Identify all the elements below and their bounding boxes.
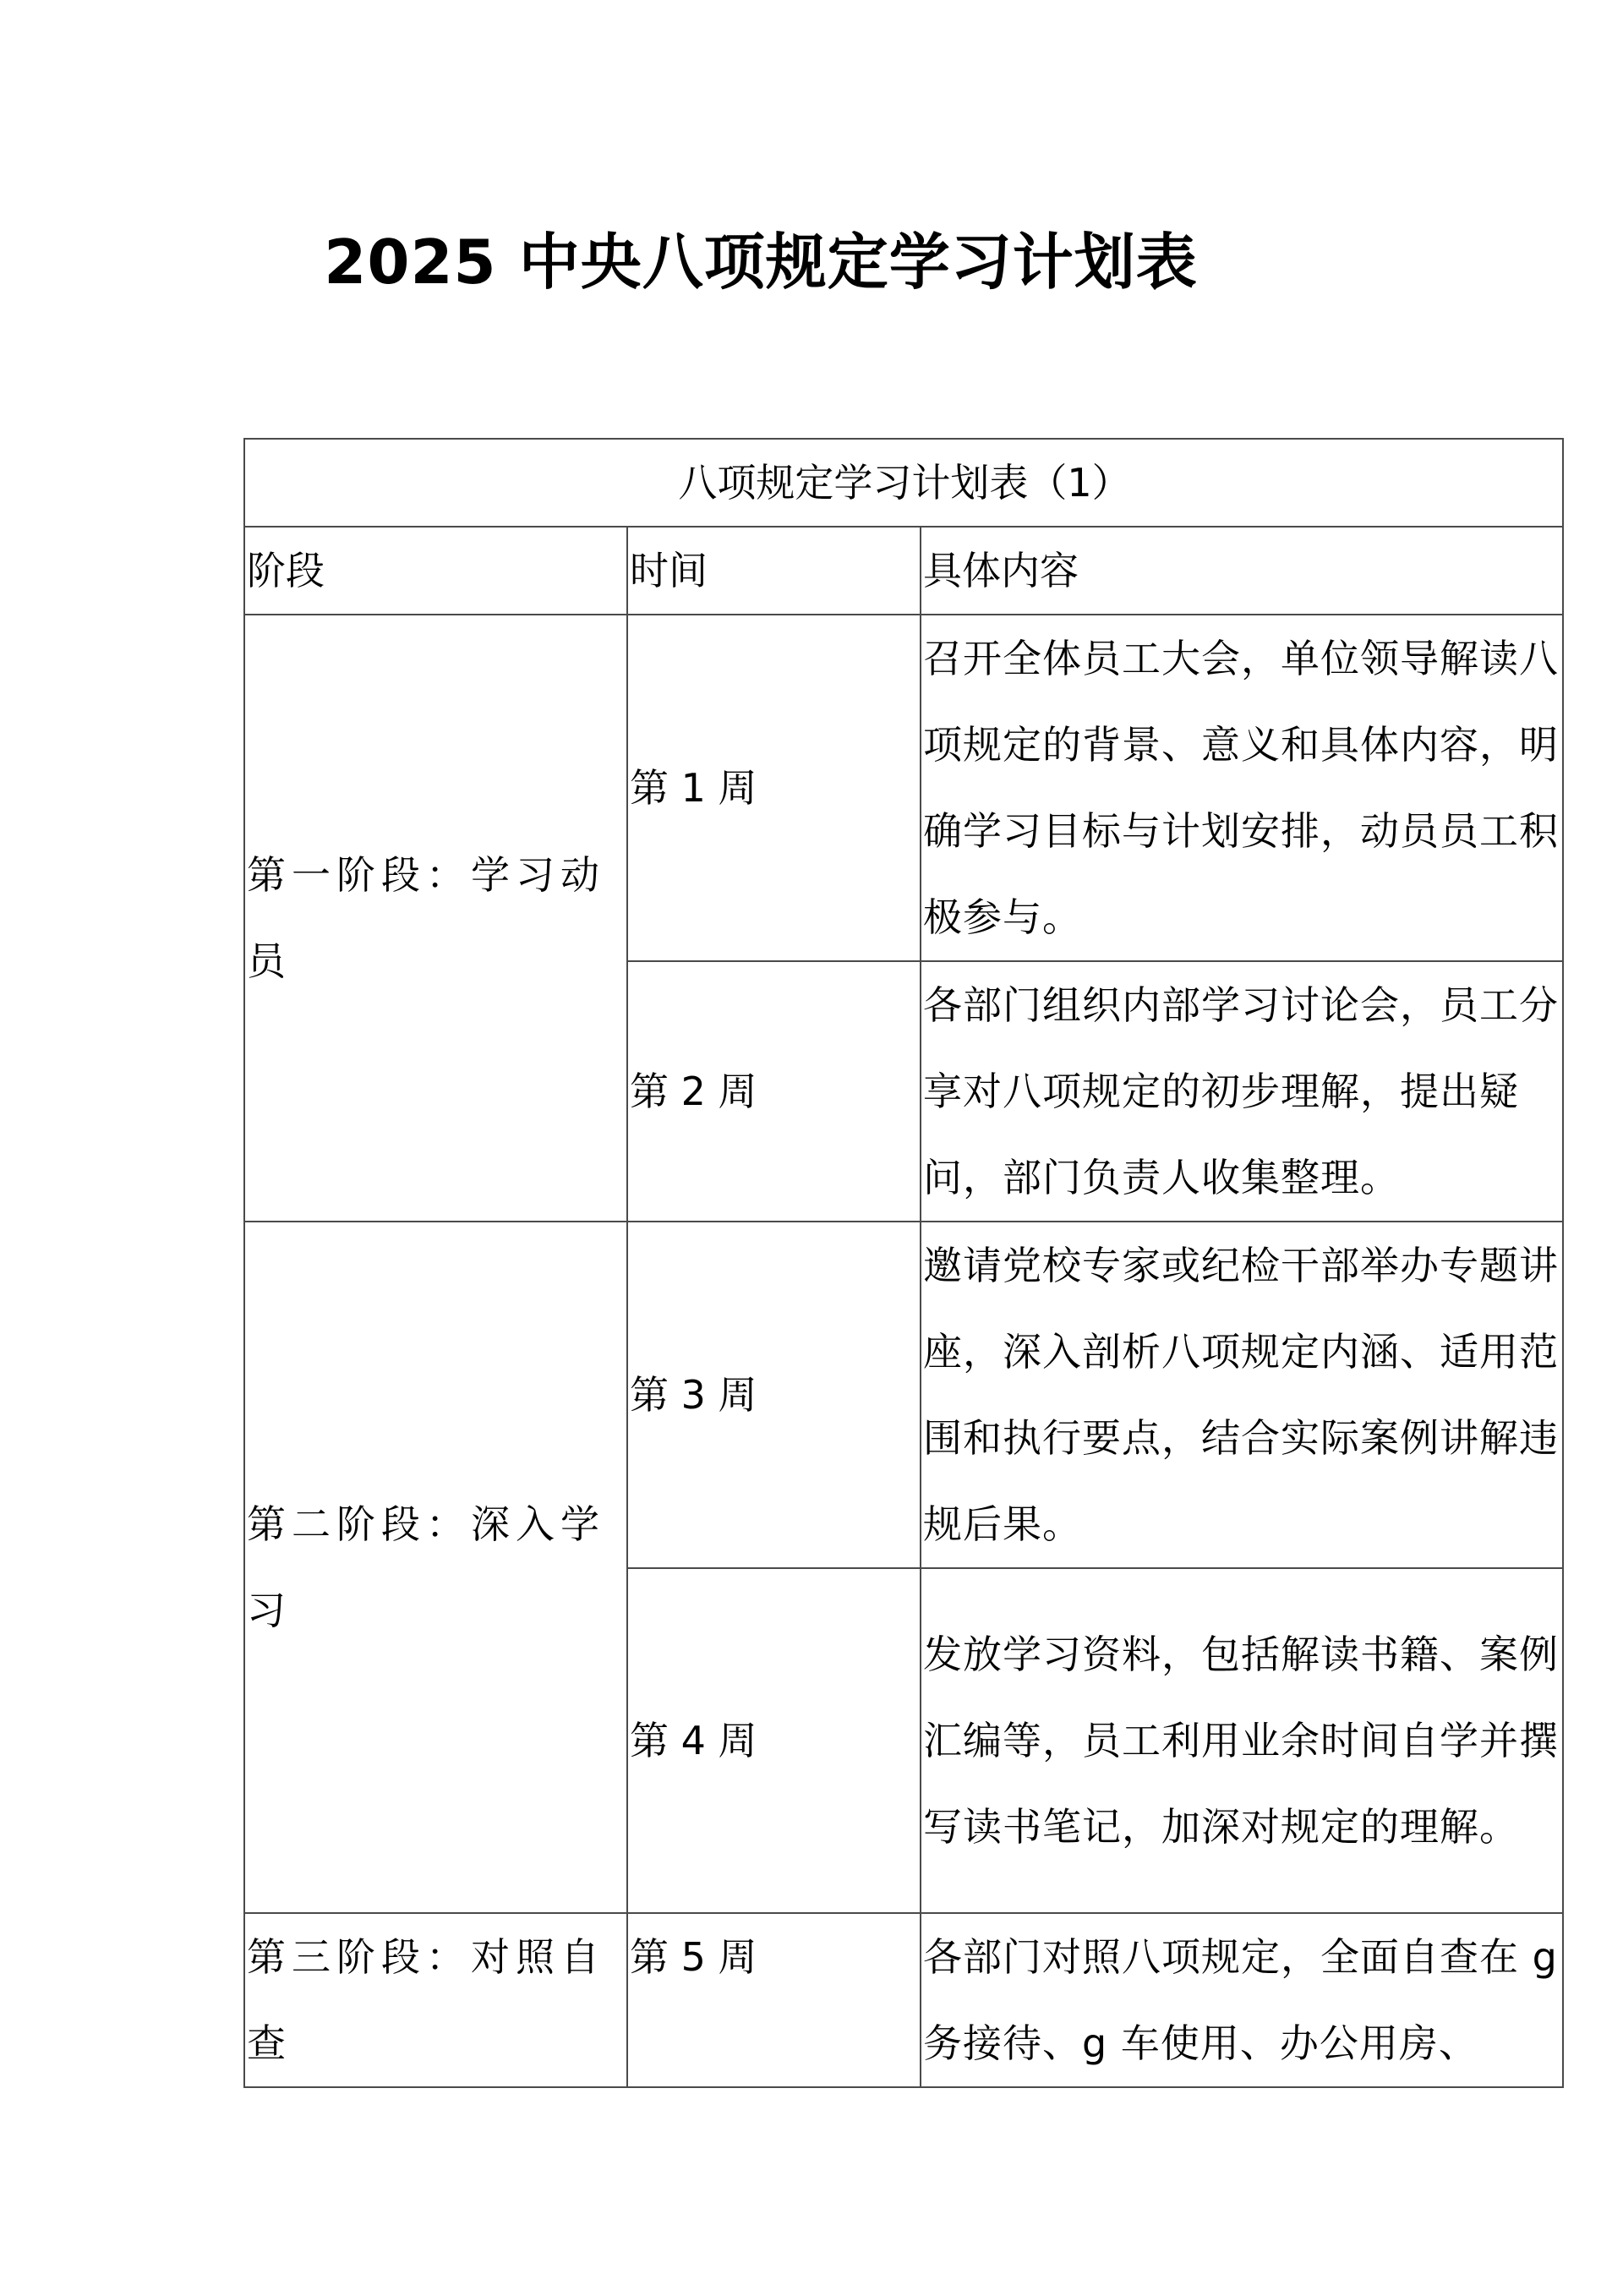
header-time: 时间 [627,527,921,615]
table-caption: 八项规定学习计划表（1） [244,439,1563,527]
table-header-row [244,527,1563,615]
table-caption-row [244,439,1563,527]
content-cell: 各部门组织内部学习讨论会，员工分享对八项规定的初步理解，提出疑问，部门负责人收集整理。 [921,961,1563,1222]
week-cell: 第 2 周 [627,961,921,1222]
table-row [244,1222,1563,1568]
table-row [244,1913,1563,2087]
header-content: 具体内容 [921,527,1563,615]
stage-cell: 第一阶段：学习动员 [244,615,627,1222]
table-row [244,615,1563,961]
stage-cell: 第二阶段：深入学习 [244,1222,627,1913]
content-cell: 召开全体员工大会，单位领导解读八项规定的背景、意义和具体内容，明确学习目标与计划安排，动员员工积极参与。 [921,615,1563,961]
study-plan-table [243,438,1564,2088]
week-cell: 第 1 周 [627,615,921,961]
week-cell: 第 4 周 [627,1568,921,1913]
week-cell: 第 3 周 [627,1222,921,1568]
content-cell: 发放学习资料，包括解读书籍、案例汇编等，员工利用业余时间自学并撰写读书笔记，加深对规定的理解。 [921,1568,1563,1913]
header-stage: 阶段 [244,527,627,615]
week-cell: 第 5 周 [627,1913,921,2087]
page-title: 2025 中央八项规定学习计划表 [324,227,1198,298]
content-cell: 邀请党校专家或纪检干部举办专题讲座，深入剖析八项规定内涵、适用范围和执行要点，结合实际案例讲解违规后果。 [921,1222,1563,1568]
stage-cell: 第三阶段：对照自查 [244,1913,627,2087]
content-cell: 各部门对照八项规定，全面自查在 g 务接待、g 车使用、办公用房、 [921,1913,1563,2087]
